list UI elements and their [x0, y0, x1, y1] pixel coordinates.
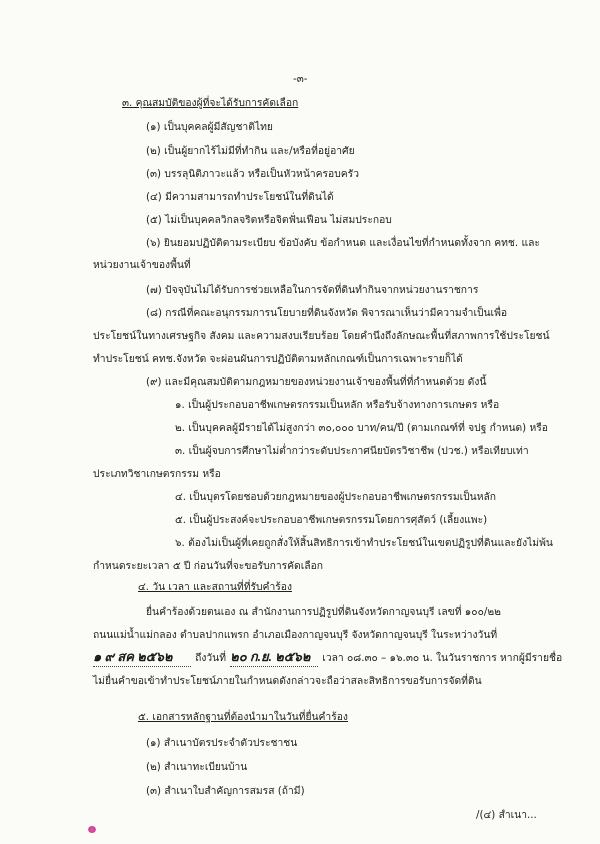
section-3-heading: ๓. คุณสมบัติของผู้ที่จะได้รับการคัดเลือก: [122, 97, 299, 109]
s4-line-4: ไม่ยื่นคำขอเข้าทำประโยชน์ภายในกำหนดดังกล่าวจะถือว่าสละสิทธิการขอรับการจัดที่ดิน: [93, 675, 482, 687]
to-date-label: ถึงวันที่: [195, 652, 227, 664]
s4-time-text: เวลา ๐๘.๓๐ – ๑๖.๓๐ น. ในวันราชการ หากผู้มีรายชื่อ: [322, 652, 563, 664]
s3-sub-6-line-1: ๖. ต้องไม่เป็นผู้ที่เคยถูกสั่งให้สิ้นสิทธิการเข้าทำประโยชน์ในเขตปฏิรูปที่ดินและยังไม่พ้น: [175, 537, 553, 549]
section-5-heading: ๕. เอกสารหลักฐานที่ต้องนำมาในวันที่ยื่นคำร้อง: [138, 711, 348, 723]
s5-item-3: (๓) สำเนาใบสำคัญการสมรส (ถ้ามี): [146, 785, 305, 797]
s3-sub-6-line-2: กำหนดระยะเวลา ๕ ปี ก่อนวันที่จะขอรับการคัดเลือก: [93, 560, 323, 572]
s3-item-9: (๙) และมีคุณสมบัติตามกฎหมายของหน่วยงานเจ้าของพื้นที่ที่กำหนดด้วย ดังนี้: [146, 376, 487, 388]
s4-date-line: [93, 648, 562, 667]
ink-speck: [88, 826, 96, 833]
s3-item-1: (๑) เป็นบุคคลผู้มีสัญชาติไทย: [146, 121, 273, 133]
s3-item-5: (๕) ไม่เป็นบุคคลวิกลจริตหรือจิตฟั่นเฟือน ไม่สมประกอบ: [146, 214, 392, 226]
s3-item-6-line-1: (๖) ยินยอมปฏิบัติตามระเบียบ ข้อบังคับ ข้อกำหนด และเงื่อนไขที่กำหนดทั้งจาก คทช. และ: [146, 237, 540, 249]
date-to-handwritten: ๒๐ ก.ย. ๒๕๖๒: [230, 648, 318, 667]
date-from-handwritten: ๑ ๙ สค ๒๕๖๒: [93, 648, 191, 667]
section-4-heading: ๔. วัน เวลา และสถานที่ที่รับคำร้อง: [138, 581, 292, 593]
s3-item-2: (๒) เป็นผู้ยากไร้ไม่มีที่ทำกิน และ/หรือที่อยู่อาศัย: [146, 145, 355, 157]
s4-line-2: ถนนแม่น้ำแม่กลอง ตำบลปากแพรก อำเภอเมืองกาญจนบุรี จังหวัดกาญจนบุรี ในระหว่างวันที่: [93, 629, 498, 641]
s3-sub-3-line-1: ๓. เป็นผู้จบการศึกษาไม่ต่ำกว่าระดับประกาศนียบัตรวิชาชีพ (ปวช.) หรือเทียบเท่า: [175, 445, 529, 457]
s3-sub-5: ๕. เป็นผู้ประสงค์จะประกอบอาชีพเกษตรกรรมโดยการศุสัตว์ (เลี้ยงแพะ): [175, 514, 488, 526]
s3-sub-3-line-2: ประเภทวิชาเกษตรกรรม หรือ: [93, 468, 221, 480]
s3-item-7: (๗) ปัจจุบันไม่ได้รับการช่วยเหลือในการจัดที่ดินทำกินจากหน่วยงานราชการ: [146, 284, 479, 296]
s3-item-4: (๔) มีความสามารถทำประโยชน์ในที่ดินได้: [146, 191, 334, 203]
s3-item-8-line-3: ทำประโยชน์ คทช.จังหวัด จะผ่อนผันการปฏิบัติตามหลักเกณฑ์เป็นการเฉพาะรายก็ได้: [93, 353, 463, 365]
s5-item-1: (๑) สำเนาบัตรประจำตัวประชาชน: [146, 737, 298, 749]
s4-line-1: ยื่นคำร้องด้วยตนเอง ณ สำนักงานการปฏิรูปที่ดินจังหวัดกาญจนบุรี เลขที่ ๑๐๐/๒๒: [146, 606, 501, 618]
s3-item-3: (๓) บรรลุนิติภาวะแล้ว หรือเป็นหัวหน้าครอบครัว: [146, 168, 359, 180]
s3-item-8-line-1: (๘) กรณีที่คณะอนุกรรมการนโยบายที่ดินจังหวัด พิจารณาเห็นว่ามีความจำเป็นเพื่อ: [146, 307, 508, 319]
s3-sub-4: ๔. เป็นบุตรโดยชอบด้วยกฎหมายของผู้ประกอบอาชีพเกษตรกรรมเป็นหลัก: [175, 491, 497, 503]
page-number: -๓-: [293, 73, 308, 85]
continuation-note: /(๔) สำเนา...: [476, 809, 537, 821]
s3-sub-1: ๑. เป็นผู้ประกอบอาชีพเกษตรกรรมเป็นหลัก หรือรับจ้างทางการเกษตร หรือ: [175, 399, 500, 411]
s3-sub-2: ๒. เป็นบุคคลผู้มีรายได้ไม่สูงกว่า ๓๐,๐๐๐ บาท/คน/ปี (ตามเกณฑ์ที่ จปฐ กำหนด) หรือ: [175, 422, 548, 434]
s3-item-8-line-2: ประโยชน์ในทางเศรษฐกิจ สังคม และความสงบเรียบร้อย โดยคำนึงถึงลักษณะพื้นที่สภาพการใช้ประโยชน์: [93, 330, 550, 342]
s3-item-6-line-2: หน่วยงานเจ้าของพื้นที่: [93, 259, 191, 271]
s5-item-2: (๒) สำเนาทะเบียนบ้าน: [146, 761, 248, 773]
